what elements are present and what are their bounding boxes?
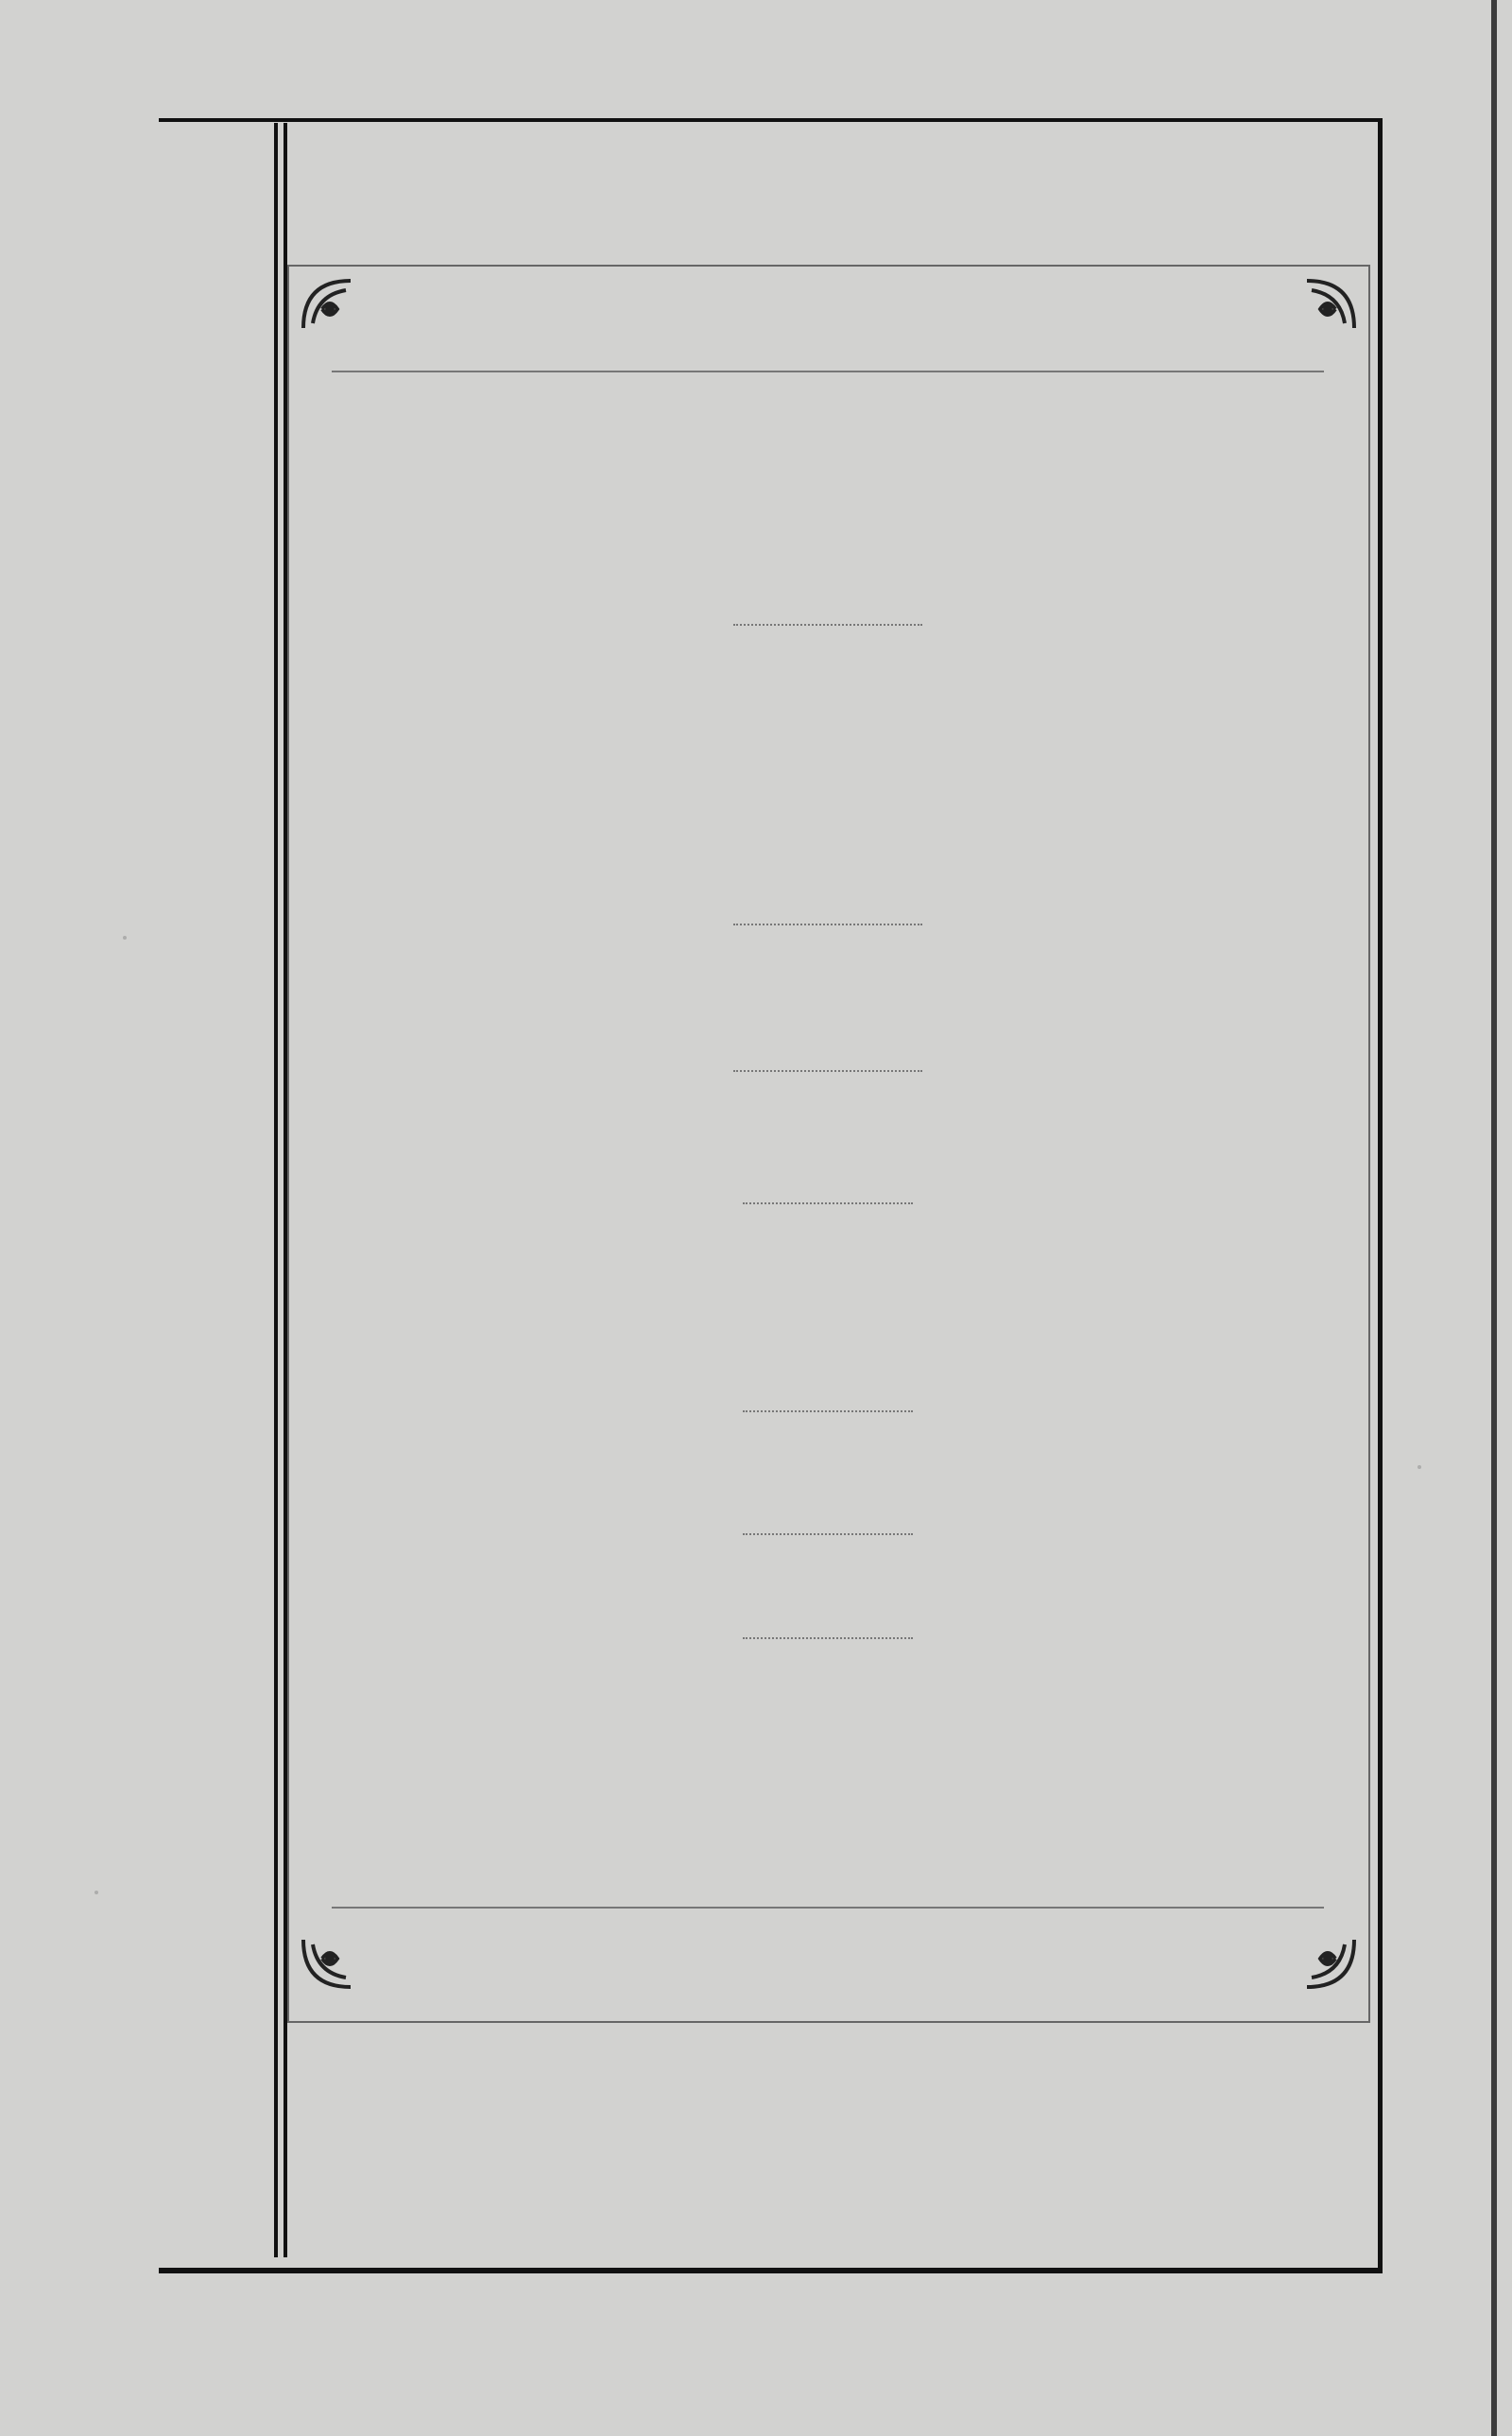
- divider: [332, 1907, 1324, 1909]
- corner-ornament-icon: [294, 1930, 360, 1996]
- bottom-ornament-band: [287, 2032, 1378, 2250]
- paper-speck: [94, 1891, 98, 1894]
- corner-ornament-icon: [1297, 271, 1364, 337]
- corner-ornament-icon: [1297, 1930, 1364, 1996]
- page-edge: [1491, 0, 1497, 2436]
- divider: [733, 1070, 922, 1072]
- advert-panel: [287, 265, 1370, 2023]
- divider: [332, 371, 1324, 372]
- divider: [743, 1533, 913, 1535]
- special-brand: [289, 1286, 1368, 1344]
- divider: [733, 924, 922, 925]
- paper-speck: [123, 936, 127, 940]
- corner-ornament-icon: [294, 271, 360, 337]
- goods-line-3: [289, 815, 1368, 898]
- butter-line: [289, 1547, 1368, 1614]
- goods-line-1: [289, 649, 1368, 733]
- paper-speck: [1418, 1465, 1421, 1469]
- special-brand-note: [289, 1352, 1368, 1390]
- divider: [743, 1410, 913, 1412]
- left-border-rules: [274, 123, 287, 2257]
- left-chain-border: [161, 123, 274, 2257]
- divider: [743, 1637, 913, 1639]
- divider: [733, 624, 922, 626]
- top-ornament-band: [270, 123, 1378, 255]
- divider: [743, 1202, 913, 1204]
- firm-heading: [289, 399, 1368, 522]
